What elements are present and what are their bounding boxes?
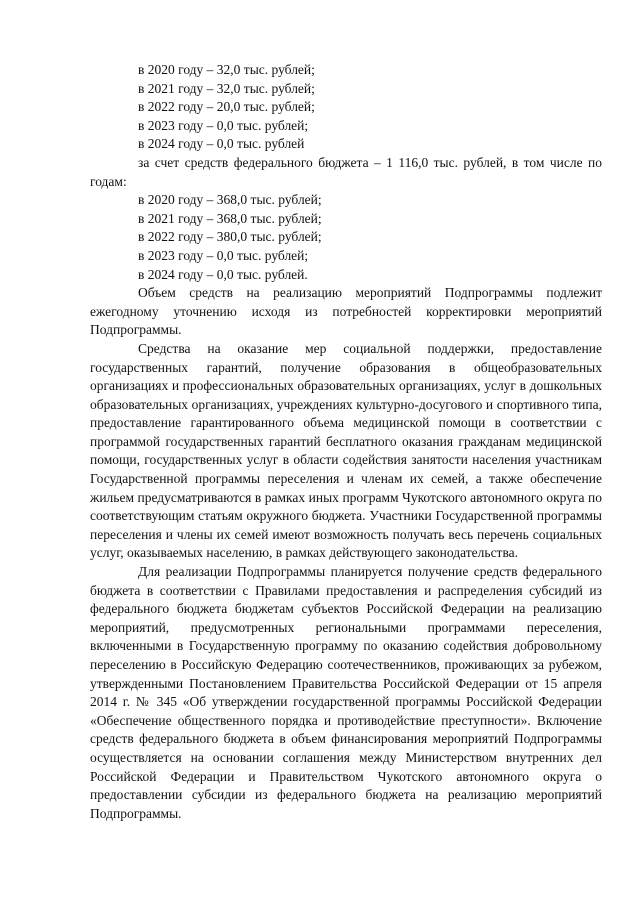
regional-funding-2024: в 2024 году – 0,0 тыс. рублей (138, 136, 305, 152)
federal-funding-intro: за счет средств федерального бюджета – 1 116,0 тыс. рублей, в том числе по годам: (90, 154, 602, 189)
regional-funding-2022: в 2022 году – 20,0 тыс. рублей; (138, 99, 315, 115)
federal-funding-2022: в 2022 году – 380,0 тыс. рублей; (138, 229, 322, 245)
regional-funding-2020: в 2020 году – 32,0 тыс. рублей; (138, 62, 315, 77)
federal-funding-2020: в 2020 году – 368,0 тыс. рублей; (138, 192, 322, 208)
regional-funding-2021: в 2021 году – 32,0 тыс. рублей; (138, 80, 315, 96)
paragraph-federal-budget: Для реализации Подпрограммы планируется получение средств федерального бюджета в соответствии с Правилами предоставления и распределения субсидий из федерального бюджета бюджетам субъектов Российской Федерации на реализацию мероприятий, предусмотренных региональными программами переселения, включенными в Государственную программу по оказанию содействия добровольному переселению в Российскую Федерацию соотечественников, проживающих за рубежом, утвержденными Постановлением Правительства Российской Федерации от 15 апреля 2014 г. № 345 «Об утверждении государственной программы Российской Федерации «Обеспечение общественного порядка и противодействие преступности». Включение средств федерального бюджета в объем финансирования мероприятий Подпрограммы осуществляется на основании соглашения между Министерством внутренних дел Российской Федерации и Правительством Чукотского автономного округа о предоставлении субсидии из федерального бюджета на реализацию мероприятий Подпрограммы. (90, 564, 602, 821)
federal-funding-2023: в 2023 году – 0,0 тыс. рублей; (138, 247, 309, 263)
federal-funding-2021: в 2021 году – 368,0 тыс. рублей; (138, 210, 322, 226)
regional-funding-2023: в 2023 году – 0,0 тыс. рублей; (138, 117, 309, 133)
federal-funding-2024: в 2024 году – 0,0 тыс. рублей. (138, 266, 308, 282)
paragraph-social-support: Средства на оказание мер социальной поддержки, предоставление государственных гарантий, получение образования в общеобразовательных организациях и профессиональных образовательных организациях, услуг в дошкольных образовательных организациях, учреждениях культурно-досугового и спортивного типа, предоставление гарантированного объема медицинской помощи в соответствии с программой государственных гарантий бесплатного оказания гражданам медицинской помощи, государственных услуг в области содействия занятости населения участникам Государственной программы переселения и членам их семей, а также обеспечение жильем предусматриваются в рамках иных программ Чукотского автономного округа по соответствующим статьям окружного бюджета. Участники Государственной программы переселения и члены их семей имеют возможность получать весь перечень социальных услуг, оказываемых населению, в рамках действующего законодательства. (90, 340, 602, 561)
paragraph-funding-adjustment: Объем средств на реализацию мероприятий Подпрограммы подлежит ежегодному уточнению исходя из потребностей корректировки мероприятий Подпрограммы. (90, 285, 602, 338)
